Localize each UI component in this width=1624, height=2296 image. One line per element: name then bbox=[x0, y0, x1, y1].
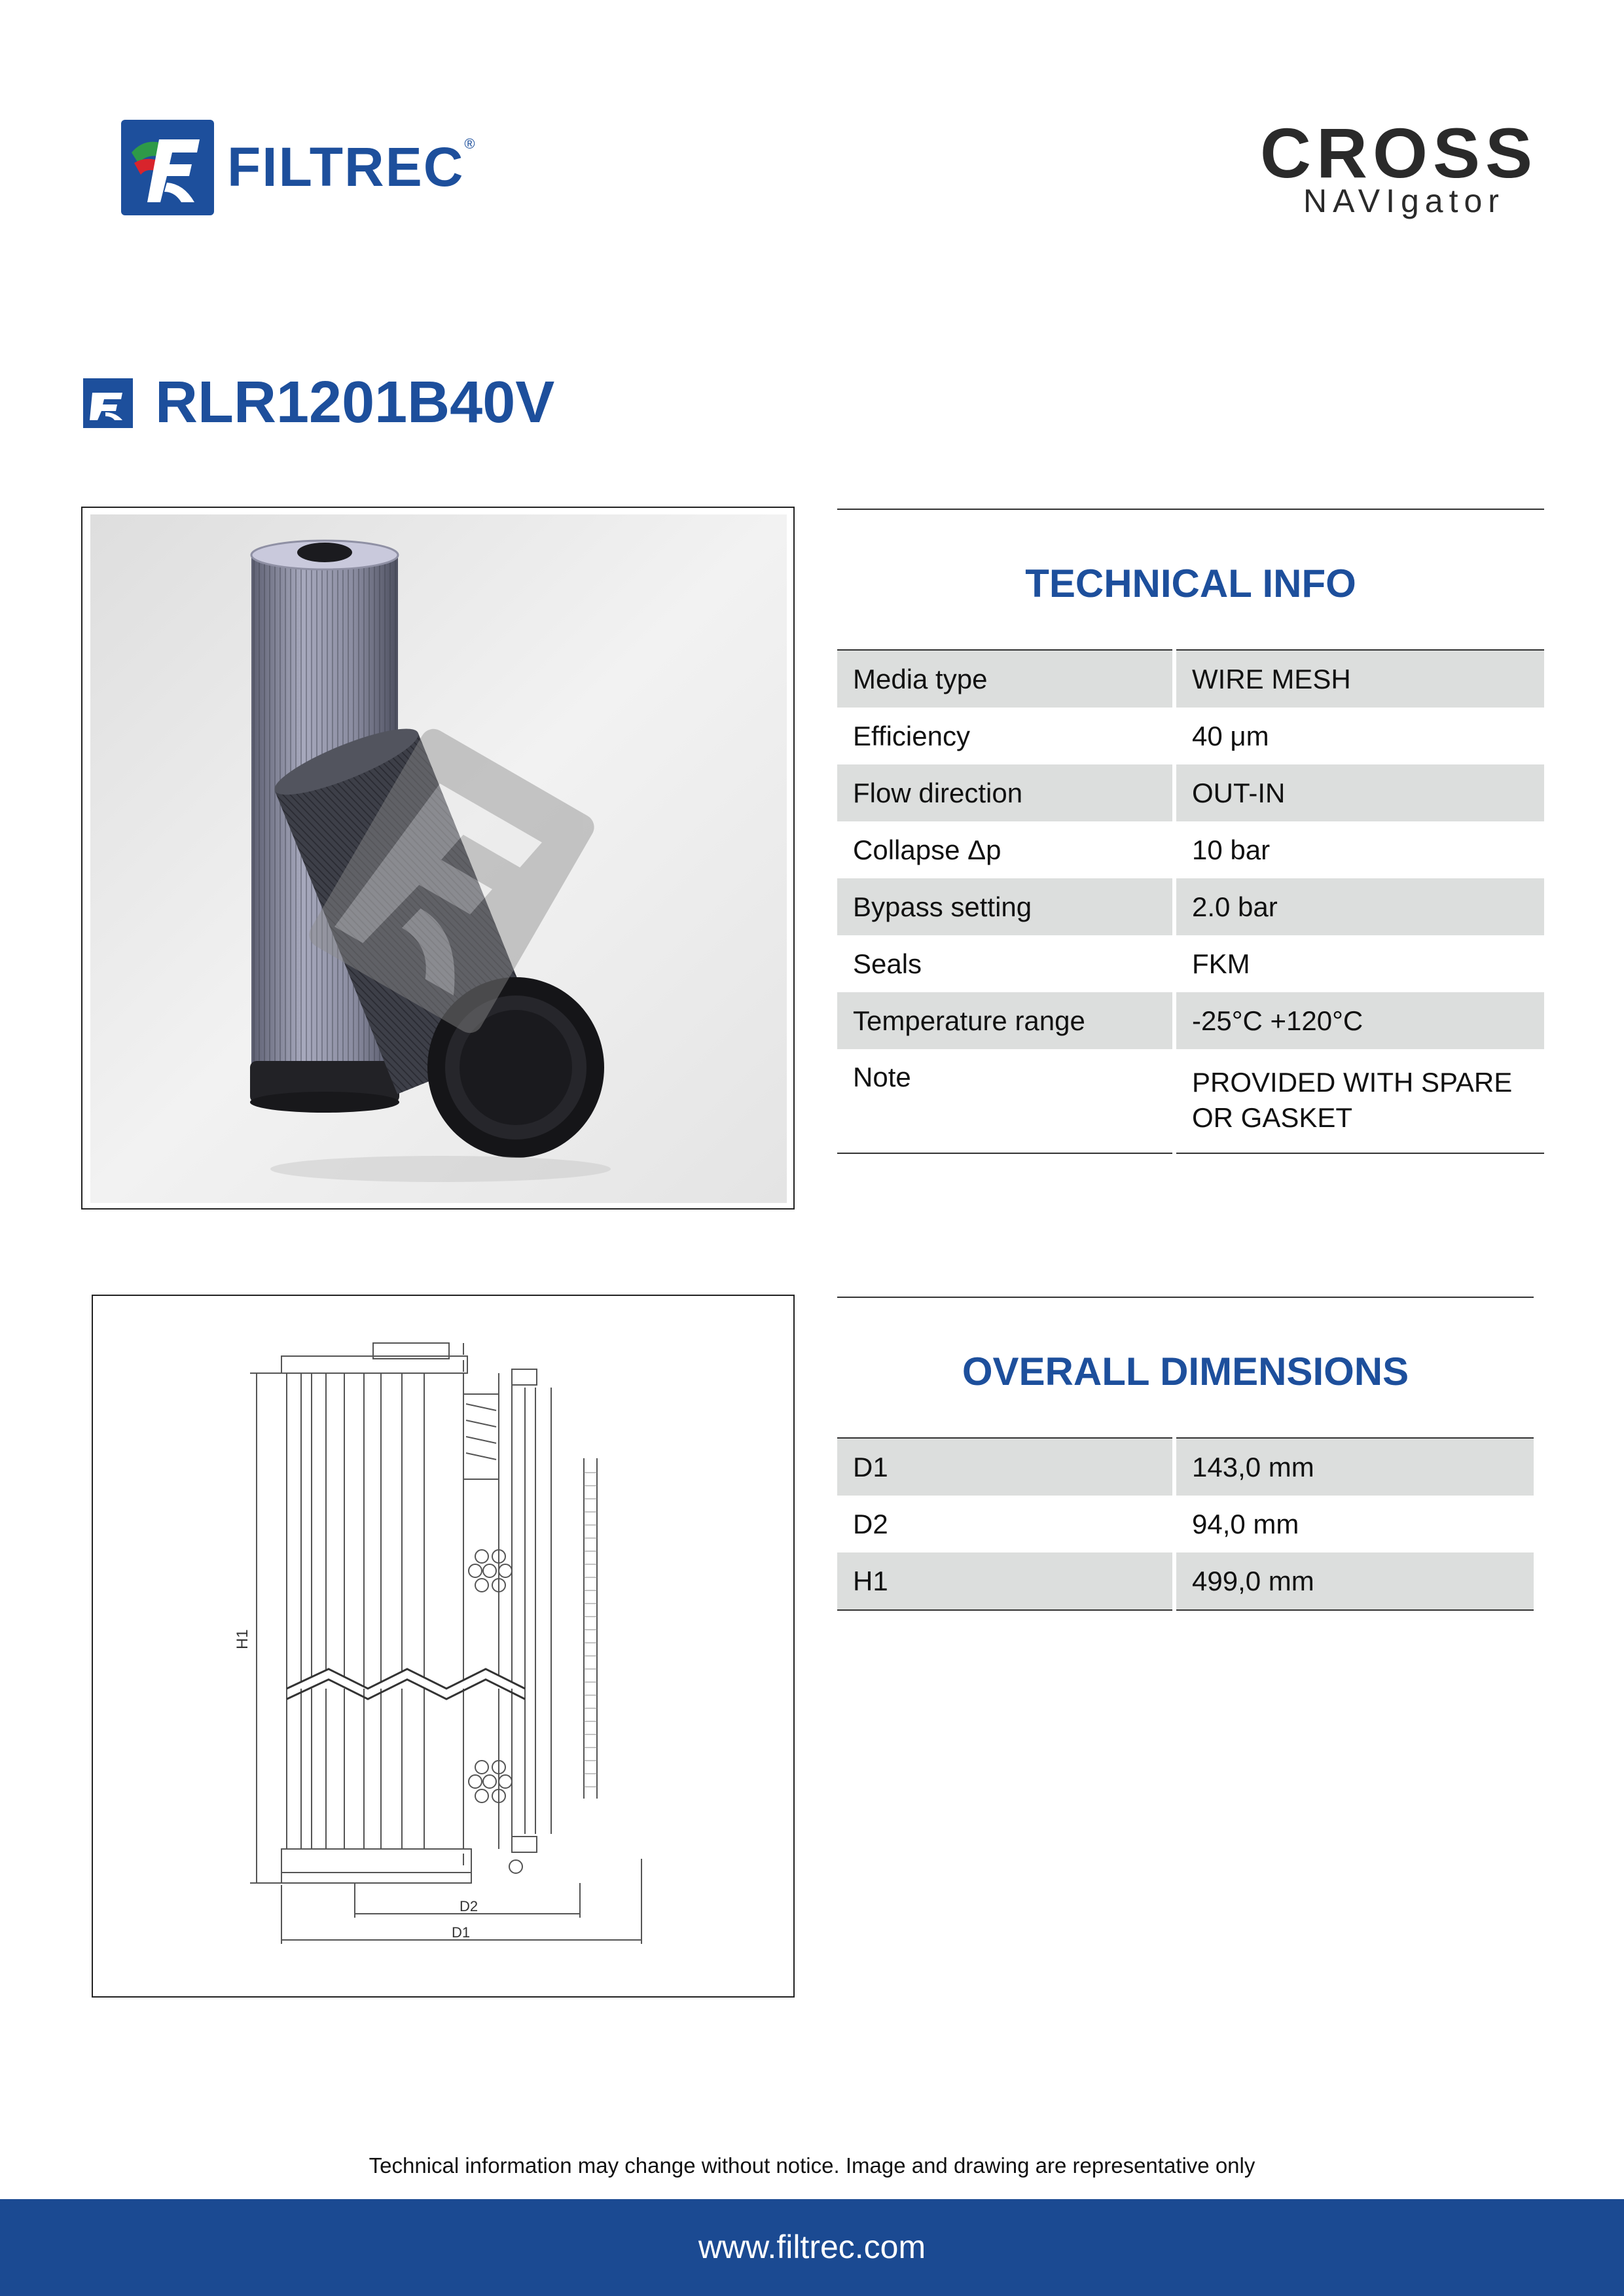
table-cell-value: 40 μm bbox=[1192, 720, 1269, 751]
cross-section-drawing bbox=[93, 1296, 793, 1996]
table-row bbox=[837, 878, 1544, 935]
table-cell-label: Seals bbox=[837, 935, 1174, 992]
cross-navigator-logo-line1: CROSS bbox=[1260, 113, 1538, 192]
table-cell-label: Efficiency bbox=[837, 708, 1174, 764]
overall-dimensions-title: OVERALL DIMENSIONS bbox=[962, 1350, 1409, 1393]
filtrec-wordmark: FILTREC® bbox=[227, 135, 477, 198]
technical-info-title: TECHNICAL INFO bbox=[1025, 562, 1356, 605]
technical-info-section bbox=[837, 509, 1544, 1150]
table-cell-label: H1 bbox=[837, 1552, 1174, 1610]
overall-dimensions-section bbox=[837, 1297, 1534, 1624]
table-row bbox=[837, 1438, 1534, 1496]
drawing-label-h1: H1 bbox=[234, 1629, 251, 1649]
table-cell-value: PROVIDED WITH SPARE OR GASKET bbox=[1192, 1067, 1513, 1133]
table-cell-value: 499,0 mm bbox=[1174, 1552, 1534, 1610]
drawing-label-d2: D2 bbox=[460, 1898, 478, 1914]
table-cell-value: -25°C +120°C bbox=[1174, 992, 1544, 1049]
cross-navigator-logo bbox=[1260, 113, 1538, 220]
table-cell-value: FKM bbox=[1192, 948, 1250, 979]
technical-drawing bbox=[92, 1295, 795, 1998]
table-cell-label: Flow direction bbox=[837, 764, 1174, 821]
table-cell-label: Note bbox=[837, 1049, 1174, 1153]
table-cell-label: D1 bbox=[837, 1438, 1174, 1496]
table-row bbox=[837, 1552, 1534, 1610]
table-row bbox=[837, 821, 1544, 878]
drawing-label-d1: D1 bbox=[452, 1924, 471, 1941]
filtrec-logo bbox=[121, 120, 475, 215]
website-link[interactable]: www.filtrec.com bbox=[698, 2229, 926, 2265]
table-cell-label: Media type bbox=[837, 650, 1174, 708]
table-cell-label: D2 bbox=[837, 1496, 1174, 1552]
cross-navigator-logo-line2: NAVIgator bbox=[1303, 183, 1505, 219]
table-row bbox=[837, 992, 1544, 1049]
table-row bbox=[837, 1049, 1544, 1153]
product-photo bbox=[81, 507, 795, 1210]
footer-bar bbox=[0, 2199, 1624, 2296]
table-row bbox=[837, 935, 1544, 992]
disclaimer-text: Technical information may change without notice. Image and drawing are representative only bbox=[369, 2153, 1255, 2178]
registered-mark: ® bbox=[464, 135, 477, 152]
table-cell-value: WIRE MESH bbox=[1174, 650, 1544, 708]
table-cell-value: 143,0 mm bbox=[1174, 1438, 1534, 1496]
overall-dimensions-table bbox=[837, 1437, 1534, 1611]
table-cell-value: 2.0 bar bbox=[1174, 878, 1544, 935]
table-row bbox=[837, 764, 1544, 821]
table-row bbox=[837, 650, 1544, 708]
table-cell-label: Bypass setting bbox=[837, 878, 1174, 935]
technical-info-top-rule bbox=[837, 509, 1544, 510]
product-title-icon bbox=[83, 378, 133, 428]
table-cell-value: 94,0 mm bbox=[1192, 1508, 1299, 1539]
table-cell-value: OUT-IN bbox=[1174, 764, 1544, 821]
filtrec-logo-mark bbox=[121, 120, 214, 215]
table-cell-value: 10 bar bbox=[1192, 834, 1271, 865]
filter-cartridge-photo bbox=[90, 514, 787, 1203]
table-cell-label: Collapse Δp bbox=[837, 821, 1174, 878]
overall-dimensions-top-rule bbox=[837, 1297, 1534, 1298]
table-row bbox=[837, 1496, 1534, 1552]
table-cell-label: Temperature range bbox=[837, 992, 1174, 1049]
table-row bbox=[837, 708, 1544, 764]
page-title: RLR1201B40V bbox=[155, 370, 555, 435]
technical-info-table bbox=[837, 649, 1544, 1154]
